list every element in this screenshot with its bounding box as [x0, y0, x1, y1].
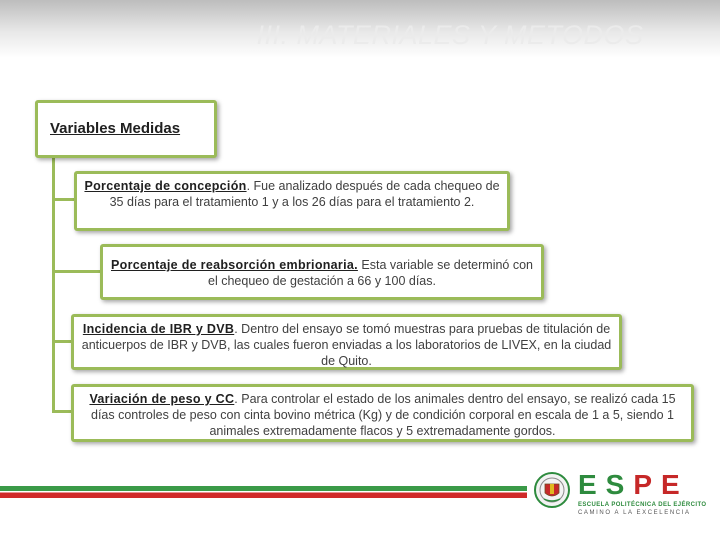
variable-description: . Dentro del ensayo se tomó muestras para pruebas de titulación de anticuerpos de IBR y DVB, las cuales fueron enviadas a los laboratorios de LIVEX, en la ciudad de Quito.: [81, 322, 612, 368]
root-node: [35, 100, 217, 158]
espe-logo: [534, 470, 714, 520]
logo-motto: CAMINO A LA EXCELENCIA: [578, 510, 691, 516]
tree-connector-2: [52, 270, 102, 273]
footer-stripe: [0, 486, 527, 498]
variable-box-reabsorcion: [100, 244, 544, 300]
variable-term: Porcentaje de concepción: [84, 179, 247, 193]
variable-term: Variación de peso y CC: [89, 392, 235, 406]
variable-term: Incidencia de IBR y DVB: [82, 322, 235, 336]
logo-institution-name: ESCUELA POLITÉCNICA DEL EJÉRCITO: [578, 502, 707, 508]
tree-connector-1: [52, 198, 76, 201]
variable-description: . Fue analizado después de cada chequeo de 35 días para el tratamiento 1 y a los 26 días para el tratamiento 2.: [109, 179, 500, 209]
variable-box-concepcion: [74, 171, 510, 231]
slide-title: III. MATERIALES Y METODOS: [256, 20, 644, 50]
variable-box-ibr-dvb: [71, 314, 622, 370]
variable-description: Esta variable se determinó con el chequeo de gestación a 66 y 100 días.: [208, 258, 533, 288]
logo-wordmark: ESPE: [578, 469, 689, 500]
variable-description: . Para controlar el estado de los animales dentro del ensayo, se realizó cada 15 días controles de peso con cinta bovino métrica (Kg) y de condición corporal en escala de 1 a 5, siendo 1 animales extremadamente flacos y 5 extremadamente gordos.: [91, 392, 676, 438]
tree-connector-3: [52, 340, 73, 343]
tree-connector-4: [52, 410, 73, 413]
university-seal-icon: [534, 472, 570, 508]
variable-box-peso-cc: [71, 384, 694, 442]
root-node-label: Variables Medidas: [50, 120, 181, 137]
variable-term: Porcentaje de reabsorción embrionaria.: [111, 258, 358, 272]
tree-connector-vertical: [52, 158, 55, 413]
